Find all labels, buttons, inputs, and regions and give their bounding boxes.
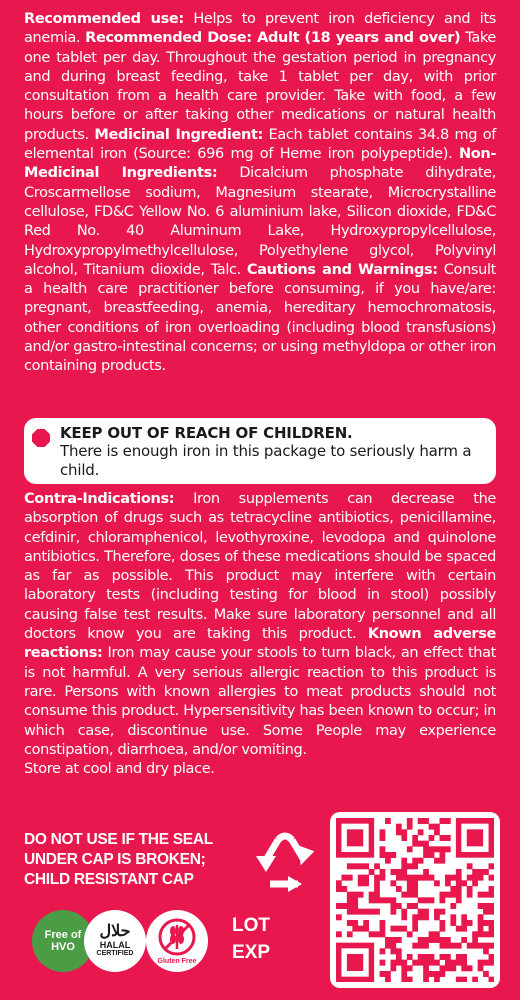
section-text: Each tablet contains 34.8 mg of elemental iron (Source: 696 mg of Heme iron polypeptide).: [24, 126, 496, 163]
gluten-free-badge: [146, 910, 208, 972]
seal-notice: [24, 830, 234, 890]
section-text: Iron supplements can decrease the absorption of drugs such as tetracycline antibiotics, penicillamine, cefdinir, chloramphenicol, levothyroxine, levodopa and quinolone antibiotics. Therefore, doses of these medications should be spaced as far as possible. This product may interfere with certain laboratory tests (including testing for blood in stool) possibly causing false test results. Make sure laboratory personnel and all doctors know you are taking this product.: [24, 491, 496, 643]
gluten-free-text: Gluten Free: [157, 958, 197, 965]
recycle-icon: [248, 826, 322, 900]
child-warning-title: KEEP OUT OF REACH OF CHILDREN.: [60, 424, 353, 442]
halal-certified-text: CERTIFIED: [96, 950, 134, 957]
section-heading: Cautions and Warnings:: [246, 261, 438, 278]
directions-section: [24, 10, 496, 377]
child-warning-text: There is enough iron in this package to seriously harm a child.: [60, 442, 472, 479]
child-warning-box: [24, 418, 496, 484]
section-text: Helps to prevent iron deficiency and its anemia.: [24, 11, 496, 47]
contra-section: [24, 490, 496, 779]
section-text: Dicalcium phosphate dihydrate, Croscarmellose sodium, Magnesium stearate, Microcrystalline cellulose, FD&C Yellow No. 6 aluminium lake, Silicon dioxide, FD&C Red No. 40 Aluminum Lake, Hydroxypropylcellulose, Hydroxypropylmethylcellulose, Polyethylene glycol, Polyvinyl alcohol, Titanium dioxide, Talc.: [24, 165, 496, 278]
section-heading: Contra-Indications:: [24, 491, 175, 507]
contra-paragraph: [24, 490, 496, 760]
halal-arabic-text: حلال: [99, 923, 131, 940]
seal-line: UNDER CAP IS BROKEN;: [24, 851, 206, 868]
section-heading: Recommended use:: [24, 11, 184, 27]
lot-exp-block: [232, 912, 270, 966]
hvo-badge-line: Free of: [44, 929, 82, 941]
seal-line: DO NOT USE IF THE SEAL: [24, 831, 213, 848]
qr-code-icon: [336, 818, 494, 982]
section-text: Consult a health care practitioner before consuming, if you have/are: pregnant, breastfeeding, anemia, hereditary hemochromatosis, other conditions of iron overloading (including blood transfusions) and/or gastro-intestinal concerns; or using methyldopa or other iron containing products.: [24, 261, 496, 375]
wheat-crossed-icon: [157, 917, 197, 957]
section-heading: Non-Medicinal Ingredients:: [24, 146, 496, 182]
section-heading: Medicinal Ingredient:: [94, 126, 263, 143]
qr-code[interactable]: [330, 812, 500, 988]
storage-text: Store at cool and dry place.: [24, 761, 215, 778]
section-text: Take one tablet per day. Throughout the gestation period in pregnancy and during breast feeding, take 1 tablet per day, with prior consultation from a health care provider. Take with food, a few hours before or after taking other medications or natural health products.: [24, 30, 496, 143]
section-heading: Recommended Dose: Adult (18 years and over): [85, 30, 461, 47]
lot-label: LOT: [232, 915, 270, 936]
section-text: Iron may cause your stools to turn black, an effect that is not harmful. A very serious allergic reaction to this product is rare. Persons with known allergies to meat products should not consume this product. Hypersensitivity has been known to occur; in which case, discontinue use. Some People may experience constipation, diarrhoea, and/or vomiting.: [24, 645, 496, 758]
section-heading: Known adverse reactions:: [24, 626, 496, 662]
hvo-badge-line: HVO: [51, 941, 75, 953]
seal-line: CHILD RESISTANT CAP: [24, 871, 194, 888]
stop-sign-icon: [32, 429, 50, 447]
halal-certified-badge: [84, 910, 146, 972]
exp-label: EXP: [232, 942, 271, 963]
halal-text: HALAL: [99, 940, 131, 950]
directions-paragraph: [24, 10, 496, 377]
